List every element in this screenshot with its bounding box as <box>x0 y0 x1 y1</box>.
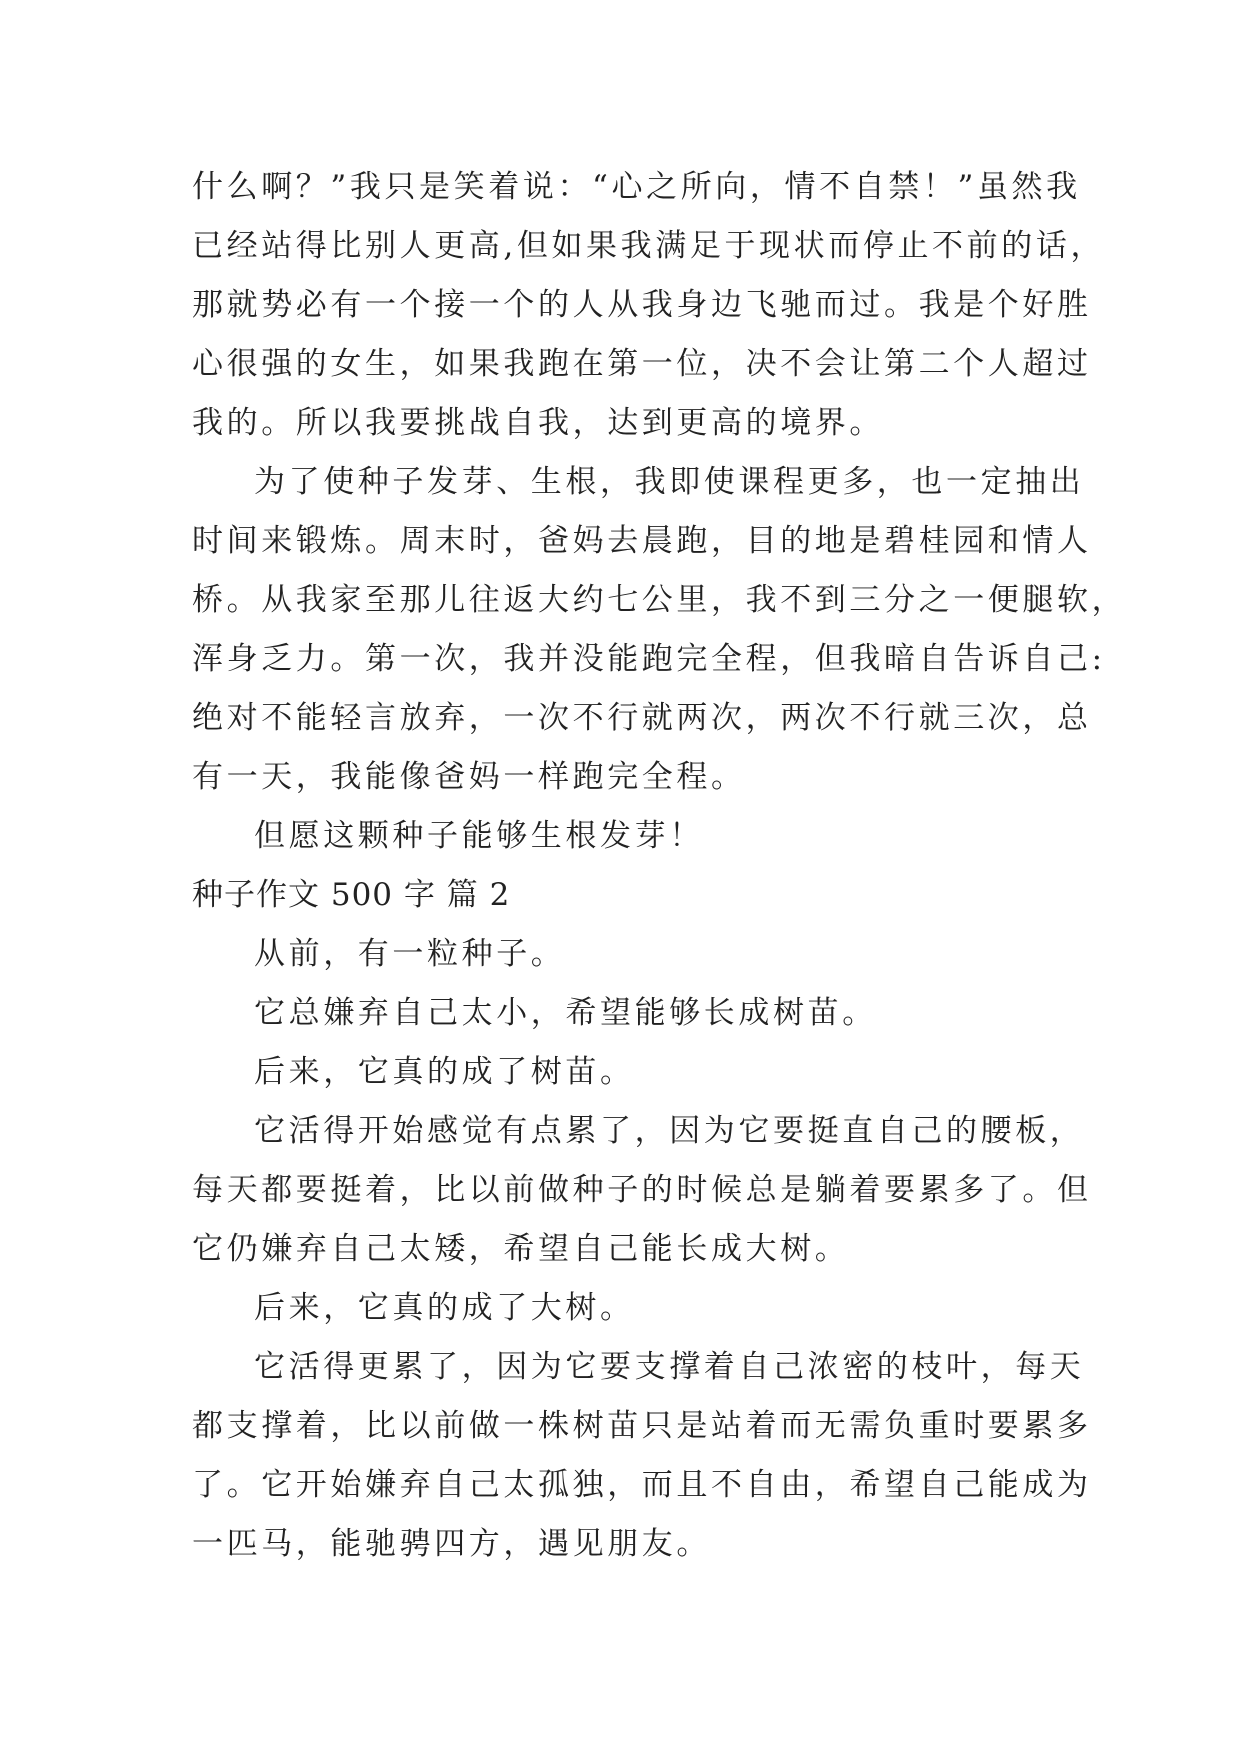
text-line: 有一天，我能像爸妈一样跑完全程。 <box>192 759 746 795</box>
paragraph-start-line: 后来，它真的成了大树。 <box>254 1290 635 1326</box>
text-line: 绝对不能轻言放弃，一次不行就两次，两次不行就三次，总 <box>192 700 1092 736</box>
text-line: 已经站得比别人更高,但如果我满足于现状而停止不前的话， <box>192 228 1106 264</box>
paragraph-start-line: 从前，有一粒种子。 <box>254 936 566 972</box>
text-line: 了。它开始嫌弃自己太孤独，而且不自由，希望自己能成为 <box>192 1467 1092 1503</box>
text-line: 时间来锻炼。周末时，爸妈去晨跑，目的地是碧桂园和情人 <box>192 523 1092 559</box>
text-line: 桥。从我家至那儿往返大约七公里，我不到三分之一便腿软， <box>192 582 1127 618</box>
paragraph-start-line: 它活得更累了，因为它要支撑着自己浓密的枝叶，每天 <box>254 1349 1085 1385</box>
document-body <box>192 158 1127 1574</box>
paragraph-start-line: 后来，它真的成了树苗。 <box>254 1054 635 1090</box>
text-line: 它仍嫌弃自己太矮，希望自己能长成大树。 <box>192 1231 850 1267</box>
text-line: 那就势必有一个接一个的人从我身边飞驰而过。我是个好胜 <box>192 287 1092 323</box>
text-line: 我的。所以我要挑战自我，达到更高的境界。 <box>192 405 884 441</box>
text-line: 每天都要挺着，比以前做种子的时候总是躺着要累多了。但 <box>192 1172 1092 1208</box>
text-line: 一匹马，能驰骋四方，遇见朋友。 <box>192 1526 711 1562</box>
section-heading: 种子作文 500 字 篇 2 <box>192 877 511 913</box>
paragraph-start-line: 但愿这颗种子能够生根发芽！ <box>254 818 704 854</box>
paragraph-start-line: 它总嫌弃自己太小，希望能够长成树苗。 <box>254 995 877 1031</box>
text-line: 什么啊？”我只是笑着说：“心之所向，情不自禁！”虽然我 <box>192 169 1081 205</box>
text-line: 浑身乏力。第一次，我并没能跑完全程，但我暗自告诉自己: <box>192 641 1106 677</box>
paragraph-start-line: 为了使种子发芽、生根，我即使课程更多，也一定抽出 <box>254 464 1085 500</box>
text-line: 都支撑着，比以前做一株树苗只是站着而无需负重时要累多 <box>192 1408 1092 1444</box>
paragraph-start-line: 它活得开始感觉有点累了，因为它要挺直自己的腰板， <box>254 1113 1085 1149</box>
text-line: 心很强的女生，如果我跑在第一位，决不会让第二个人超过 <box>192 346 1092 382</box>
